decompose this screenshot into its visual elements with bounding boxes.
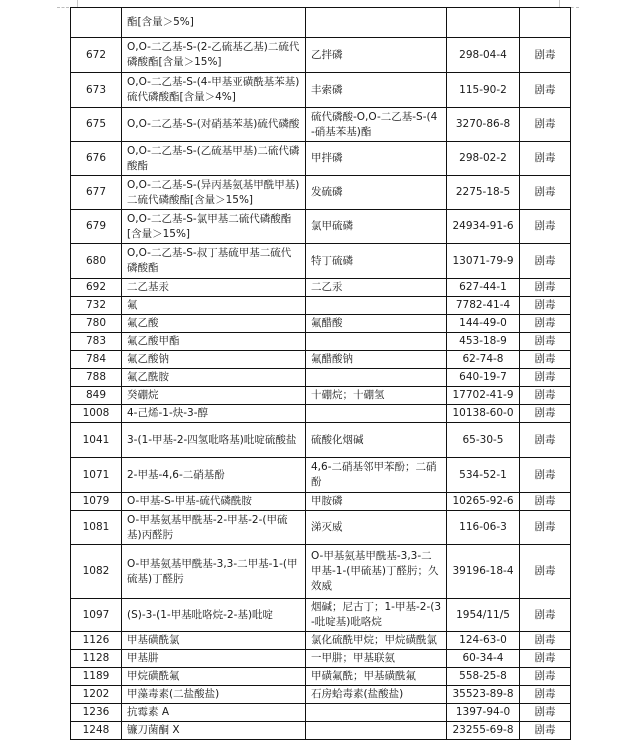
chemical-name-cell: 3-(1-甲基-2-四氢吡咯基)吡啶硫酸盐 bbox=[122, 423, 306, 458]
alias-cell bbox=[306, 333, 447, 351]
alias-cell: 石房蛤毒素(盐酸盐) bbox=[306, 686, 447, 704]
chemical-name-cell: O,O-二乙基-S-(对硝基苯基)硫代磷酸 bbox=[122, 108, 306, 142]
table-row bbox=[71, 108, 571, 142]
alias-cell: 氯甲硫磷 bbox=[306, 210, 447, 244]
alias-cell: 甲拌磷 bbox=[306, 142, 447, 176]
note-cell: 剧毒 bbox=[520, 369, 571, 387]
alias-cell: 氟醋酸 bbox=[306, 315, 447, 333]
cas-number-cell: 1397-94-0 bbox=[447, 704, 520, 722]
row-number-cell: 1202 bbox=[71, 686, 122, 704]
note-cell: 剧毒 bbox=[520, 73, 571, 108]
alias-cell: 烟碱；尼古丁；1-甲基-2-(3-吡啶基)吡咯烷 bbox=[306, 599, 447, 632]
chemical-name-cell: 镰刀菌酮 X bbox=[122, 722, 306, 740]
chemical-name-cell: 酯[含量＞5%] bbox=[122, 8, 306, 38]
cas-number-cell: 65-30-5 bbox=[447, 423, 520, 458]
alias-cell: 二乙汞 bbox=[306, 279, 447, 297]
table-row bbox=[71, 599, 571, 632]
table-row bbox=[71, 405, 571, 423]
chemical-name-cell: 甲基肼 bbox=[122, 650, 306, 668]
note-cell: 剧毒 bbox=[520, 545, 571, 599]
table-row bbox=[71, 210, 571, 244]
alias-cell bbox=[306, 722, 447, 740]
table-row bbox=[71, 632, 571, 650]
row-number-cell: 788 bbox=[71, 369, 122, 387]
cas-number-cell: 23255-69-8 bbox=[447, 722, 520, 740]
cas-number-cell: 10138-60-0 bbox=[447, 405, 520, 423]
note-cell: 剧毒 bbox=[520, 315, 571, 333]
cas-number-cell: 115-90-2 bbox=[447, 73, 520, 108]
table-row bbox=[71, 493, 571, 511]
cas-number-cell: 24934-91-6 bbox=[447, 210, 520, 244]
cas-number-cell: 1954/11/5 bbox=[447, 599, 520, 632]
row-number-cell: 1248 bbox=[71, 722, 122, 740]
cas-number-cell: 60-34-4 bbox=[447, 650, 520, 668]
row-number-cell: 780 bbox=[71, 315, 122, 333]
cas-number-cell: 298-04-4 bbox=[447, 38, 520, 73]
chemical-name-cell: 氟乙酸 bbox=[122, 315, 306, 333]
hazardous-chemicals-table bbox=[70, 7, 571, 740]
alias-cell: 发硫磷 bbox=[306, 176, 447, 210]
table-row bbox=[71, 73, 571, 108]
row-number-cell: 1189 bbox=[71, 668, 122, 686]
row-number-cell: 732 bbox=[71, 297, 122, 315]
note-cell: 剧毒 bbox=[520, 244, 571, 279]
row-number-cell: 1128 bbox=[71, 650, 122, 668]
table-row bbox=[71, 279, 571, 297]
cas-number-cell: 10265-92-6 bbox=[447, 493, 520, 511]
chemical-name-cell: 甲基磺酰氯 bbox=[122, 632, 306, 650]
cas-number-cell: 116-06-3 bbox=[447, 511, 520, 545]
chemical-name-cell: O-甲基氨基甲酰基-3,3-二甲基-1-(甲硫基)丁醛肟 bbox=[122, 545, 306, 599]
row-number-cell: 680 bbox=[71, 244, 122, 279]
chemical-name-cell: 氟乙酰胺 bbox=[122, 369, 306, 387]
row-number-cell: 1126 bbox=[71, 632, 122, 650]
row-number-cell: 783 bbox=[71, 333, 122, 351]
row-number-cell: 1008 bbox=[71, 405, 122, 423]
note-cell: 剧毒 bbox=[520, 650, 571, 668]
table-row bbox=[71, 423, 571, 458]
table-body bbox=[71, 8, 571, 740]
note-cell: 剧毒 bbox=[520, 405, 571, 423]
note-cell: 剧毒 bbox=[520, 511, 571, 545]
chemical-name-cell: O,O-二乙基-S-氯甲基二硫代磷酸酯[含量＞15%] bbox=[122, 210, 306, 244]
cas-number-cell: 640-19-7 bbox=[447, 369, 520, 387]
alias-cell bbox=[306, 704, 447, 722]
note-cell: 剧毒 bbox=[520, 351, 571, 369]
chemical-name-cell: O-甲基氨基甲酰基-2-甲基-2-(甲硫基)丙醛肟 bbox=[122, 511, 306, 545]
alias-cell bbox=[306, 369, 447, 387]
chemical-name-cell: O-甲基-S-甲基-硫代磷酰胺 bbox=[122, 493, 306, 511]
table-row bbox=[71, 686, 571, 704]
chemical-name-cell: (S)-3-(1-甲基吡咯烷-2-基)吡啶 bbox=[122, 599, 306, 632]
table-row bbox=[71, 315, 571, 333]
table-row bbox=[71, 458, 571, 493]
cas-number-cell: 298-02-2 bbox=[447, 142, 520, 176]
row-number-cell: 673 bbox=[71, 73, 122, 108]
alias-cell bbox=[306, 405, 447, 423]
row-number-cell: 1097 bbox=[71, 599, 122, 632]
alias-cell: 乙拌磷 bbox=[306, 38, 447, 73]
note-cell: 剧毒 bbox=[520, 722, 571, 740]
note-cell: 剧毒 bbox=[520, 599, 571, 632]
note-cell: 剧毒 bbox=[520, 108, 571, 142]
note-cell: 剧毒 bbox=[520, 142, 571, 176]
chemical-name-cell: 氟乙酸钠 bbox=[122, 351, 306, 369]
alias-cell: 十硼烷；十硼氢 bbox=[306, 387, 447, 405]
cas-number-cell: 39196-18-4 bbox=[447, 545, 520, 599]
note-cell: 剧毒 bbox=[520, 686, 571, 704]
chemical-name-cell: 癸硼烷 bbox=[122, 387, 306, 405]
row-number-cell: 1071 bbox=[71, 458, 122, 493]
note-cell: 剧毒 bbox=[520, 333, 571, 351]
row-number-cell: 1079 bbox=[71, 493, 122, 511]
row-number-cell: 1236 bbox=[71, 704, 122, 722]
alias-cell bbox=[306, 8, 447, 38]
chemical-name-cell: 2-甲基-4,6-二硝基酚 bbox=[122, 458, 306, 493]
table-row bbox=[71, 369, 571, 387]
alias-cell: O-甲基氨基甲酰基-3,3-二甲基-1-(甲硫基)丁醛肟；久效威 bbox=[306, 545, 447, 599]
chemical-name-cell: O,O-二乙基-S-(4-甲基亚磺酰基苯基)硫代磷酸酯[含量＞4%] bbox=[122, 73, 306, 108]
alias-cell: 甲磺氟酰；甲基磺酰氟 bbox=[306, 668, 447, 686]
chemical-name-cell: O,O-二乙基-S-(异丙基氨基甲酰甲基)二硫代磷酸酯[含量＞15%] bbox=[122, 176, 306, 210]
row-number-cell: 679 bbox=[71, 210, 122, 244]
note-cell: 剧毒 bbox=[520, 387, 571, 405]
table-row bbox=[71, 333, 571, 351]
alias-cell: 氟醋酸钠 bbox=[306, 351, 447, 369]
row-number-cell: 672 bbox=[71, 38, 122, 73]
note-cell: 剧毒 bbox=[520, 38, 571, 73]
alias-cell: 涕灭威 bbox=[306, 511, 447, 545]
note-cell: 剧毒 bbox=[520, 279, 571, 297]
chemical-name-cell: O,O-二乙基-S-(乙硫基甲基)二硫代磷酸酯 bbox=[122, 142, 306, 176]
row-number-cell: 784 bbox=[71, 351, 122, 369]
alias-cell: 甲胺磷 bbox=[306, 493, 447, 511]
alias-cell: 硫代磷酸-O,O-二乙基-S-(4-硝基苯基)酯 bbox=[306, 108, 447, 142]
table-row bbox=[71, 244, 571, 279]
note-cell: 剧毒 bbox=[520, 458, 571, 493]
cas-number-cell: 558-25-8 bbox=[447, 668, 520, 686]
note-cell: 剧毒 bbox=[520, 210, 571, 244]
row-number-cell: 849 bbox=[71, 387, 122, 405]
note-cell: 剧毒 bbox=[520, 632, 571, 650]
cas-number-cell: 534-52-1 bbox=[447, 458, 520, 493]
chemical-name-cell: O,O-二乙基-S-(2-乙硫基乙基)二硫代磷酸酯[含量＞15%] bbox=[122, 38, 306, 73]
row-number-cell bbox=[71, 8, 122, 38]
cas-number-cell: 17702-41-9 bbox=[447, 387, 520, 405]
table-row bbox=[71, 38, 571, 73]
chemical-name-cell: 氟 bbox=[122, 297, 306, 315]
table-row bbox=[71, 297, 571, 315]
table-row bbox=[71, 511, 571, 545]
row-number-cell: 1081 bbox=[71, 511, 122, 545]
row-number-cell: 1082 bbox=[71, 545, 122, 599]
table-row bbox=[71, 8, 571, 38]
alias-cell: 一甲肼；甲基联氨 bbox=[306, 650, 447, 668]
note-cell: 剧毒 bbox=[520, 297, 571, 315]
row-number-cell: 692 bbox=[71, 279, 122, 297]
cas-number-cell: 124-63-0 bbox=[447, 632, 520, 650]
table-row bbox=[71, 387, 571, 405]
cas-number-cell: 144-49-0 bbox=[447, 315, 520, 333]
table-row bbox=[71, 176, 571, 210]
chemical-name-cell: 抗霉素 A bbox=[122, 704, 306, 722]
note-cell: 剧毒 bbox=[520, 493, 571, 511]
row-number-cell: 676 bbox=[71, 142, 122, 176]
table-row bbox=[71, 668, 571, 686]
table-row bbox=[71, 142, 571, 176]
cas-number-cell: 3270-86-8 bbox=[447, 108, 520, 142]
note-cell bbox=[520, 8, 571, 38]
table-row bbox=[71, 650, 571, 668]
page-margin-tick-left bbox=[77, 0, 78, 7]
note-cell: 剧毒 bbox=[520, 704, 571, 722]
alias-cell: 氯化硫酰甲烷；甲烷磺酰氯 bbox=[306, 632, 447, 650]
chemical-name-cell: 二乙基汞 bbox=[122, 279, 306, 297]
cas-number-cell: 35523-89-8 bbox=[447, 686, 520, 704]
alias-cell bbox=[306, 297, 447, 315]
row-number-cell: 1041 bbox=[71, 423, 122, 458]
chemical-name-cell: 氟乙酸甲酯 bbox=[122, 333, 306, 351]
alias-cell: 特丁硫磷 bbox=[306, 244, 447, 279]
row-number-cell: 675 bbox=[71, 108, 122, 142]
chemical-name-cell: O,O-二乙基-S-叔丁基硫甲基二硫代磷酸酯 bbox=[122, 244, 306, 279]
chemical-name-cell: 甲藻毒素(二盐酸盐) bbox=[122, 686, 306, 704]
table-row bbox=[71, 351, 571, 369]
table-row bbox=[71, 704, 571, 722]
table-row bbox=[71, 722, 571, 740]
chemical-name-cell: 4-己烯-1-炔-3-醇 bbox=[122, 405, 306, 423]
alias-cell: 4,6-二硝基邻甲苯酚；二硝酚 bbox=[306, 458, 447, 493]
cas-number-cell: 627-44-1 bbox=[447, 279, 520, 297]
note-cell: 剧毒 bbox=[520, 668, 571, 686]
cas-number-cell: 62-74-8 bbox=[447, 351, 520, 369]
cas-number-cell: 453-18-9 bbox=[447, 333, 520, 351]
cas-number-cell: 2275-18-5 bbox=[447, 176, 520, 210]
chemical-name-cell: 甲烷磺酰氟 bbox=[122, 668, 306, 686]
row-number-cell: 677 bbox=[71, 176, 122, 210]
note-cell: 剧毒 bbox=[520, 423, 571, 458]
cas-number-cell: 7782-41-4 bbox=[447, 297, 520, 315]
cas-number-cell bbox=[447, 8, 520, 38]
page-margin-tick-right bbox=[559, 0, 560, 7]
cas-number-cell: 13071-79-9 bbox=[447, 244, 520, 279]
table-row bbox=[71, 545, 571, 599]
alias-cell: 丰索磷 bbox=[306, 73, 447, 108]
note-cell: 剧毒 bbox=[520, 176, 571, 210]
alias-cell: 硫酸化烟碱 bbox=[306, 423, 447, 458]
